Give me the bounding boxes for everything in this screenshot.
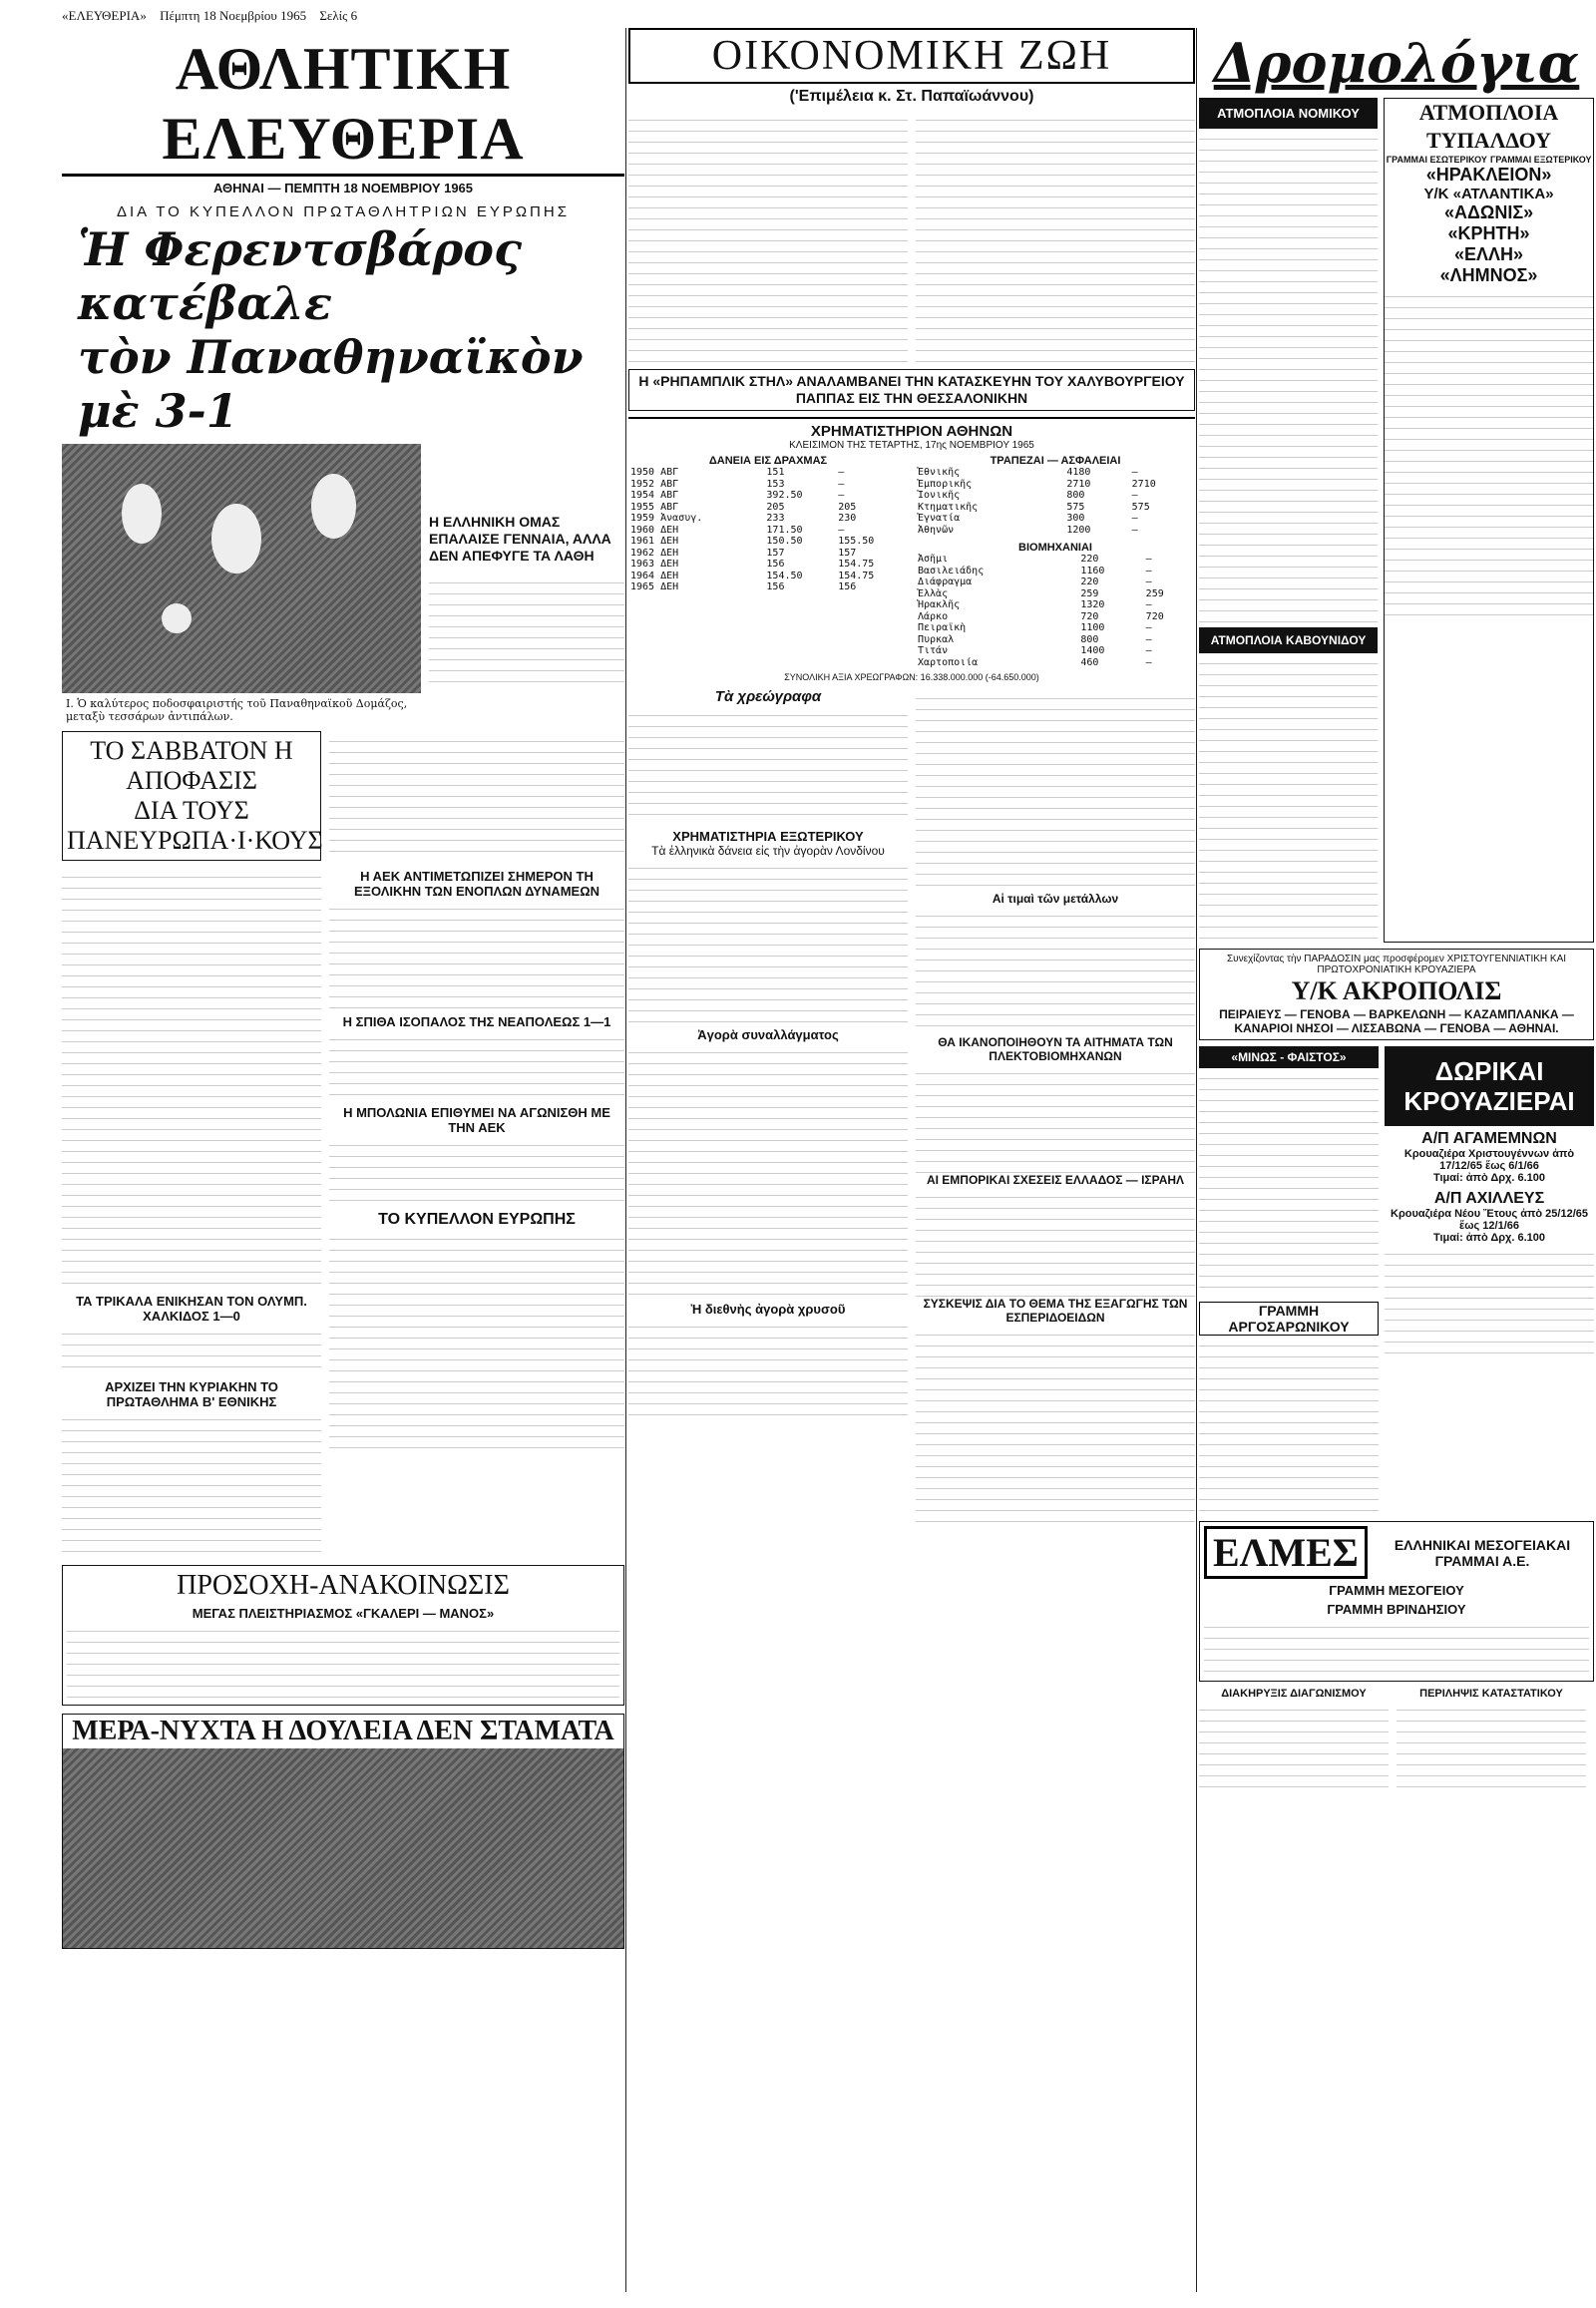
table-cell: 205 [766,501,785,513]
table-cell: Ἐμπορικῆς [918,478,973,490]
schedule-text [1199,1068,1379,1298]
article-text [62,1324,321,1373]
economy-title: ΟΙΚΟΝΟΜΙΚΗ ΖΩΗ [628,28,1195,84]
agamemnon-cruise: Κρουαζιέρα Χριστουγέννων ἀπὸ 17/12/65 ἕως 6/1/66 [1403,1148,1575,1172]
article-text [628,110,908,369]
table-cell: 150.50 [766,536,803,547]
table-row [628,479,908,491]
table-row [628,581,908,593]
table-cell: 1952 ΑΒΓ [630,478,679,490]
article-text [916,110,1195,369]
industries-table [916,554,1195,668]
table-cell: 1961 ΔΕΗ [630,536,679,547]
table-row [628,548,908,560]
table-cell: 220 [1080,554,1099,565]
table-cell: 157 [838,547,857,559]
foreign-bourse-headline: ΧΡΗΜΑΤΙΣΤΗΡΙΑ ΕΞΩΤΕΡΙΚΟΥ [672,829,864,844]
table-cell: Χαρτοποιία [918,656,979,668]
table-cell: 151 [766,467,785,478]
table-cell: 1160 [1080,565,1105,577]
table-row [916,588,1195,600]
table-cell: Κτηματικῆς [918,501,979,513]
table-cell: Βασιλειάδης [918,565,985,577]
ship-adonis: «ΑΔΩΝΙΣ» [1443,202,1534,222]
table-cell: — [838,524,845,536]
article-text [62,1409,321,1559]
article-text [329,899,624,1008]
article-text [628,1042,908,1302]
elmes-logo: ΕΛΜΕΣ [1204,1526,1368,1579]
minos-faistos: «ΜΙΝΩΣ - ΦΑΙΣΤΟΣ» [1199,1046,1379,1068]
table-cell: — [1131,490,1138,501]
akropolis-route: ΠΕΙΡΑΙΕΥΣ — ΓΕΝΟΒΑ — ΒΑΡΚΕΛΩΝΗ — ΚΑΖΑΜΠΛΑΝΚΑ — ΚΑΝΑΡΙΟΙ ΝΗΣΟΙ — ΛΙΣΣΑΒΩΝΑ — ΓΕΝΟΒΑ — ΑΘΗΝΑΙ. [1219,1007,1574,1035]
table-cell: 2710 [1066,478,1091,490]
table-cell: Ἰονικῆς [918,490,961,501]
table-cell: Ἀσῆμι [918,554,949,565]
article-text [329,1029,624,1099]
table-cell: — [1145,645,1152,656]
attention-headline: ΠΡΟΣΟΧΗ-ΑΝΑΚΟΙΝΩΣΙΣ [177,1570,510,1601]
table-cell: 800 [1080,633,1099,645]
elmes-sub: ΕΛΛΗΝΙΚΑΙ ΜΕΣΟΓΕΙΑΚΑΙ ΓΡΑΜΜΑΙ Α.Ε. [1394,1536,1571,1569]
photo-caption: Ι. Ὁ καλύτερος ποδοσφαιριστής τοῦ Παναθηναϊκοῦ Δομάζος, μεταξὺ τεσσάρων ἀντιπάλων. [66,697,408,723]
table-cell: 171.50 [766,524,803,536]
argosaroniku: ΓΡΑΜΜΗ ΑΡΓΟΣΑΡΩΝΙΚΟΥ [1199,1302,1379,1336]
table-cell: 1200 [1066,524,1091,536]
table-cell: Τιτάν [918,645,949,656]
table-row [628,490,908,502]
akropolis-intro: Συνεχίζοντας τὴν ΠΑΡΑΔΟΣΙΝ μας προσφέρομεν ΧΡΙΣΤΟΥΓΕΝΝΙΑΤΙΚΗ ΚΑΙ ΠΡΩΤΟΧΡΟΝΙΑΤΙΚΗ ΚΡΟΥΑΖΙΕΡΑ [1226,954,1567,975]
table-cell: 259 [1145,587,1164,599]
table-cell: — [1131,524,1138,536]
article-text [628,705,908,825]
main-headline-2: τὸν Παναθηναϊκὸν μὲ 3-1 [78,330,584,438]
table-row [628,559,908,571]
israel-headline: ΑΙ ΕΜΠΟΡΙΚΑΙ ΣΧΕΣΕΙΣ ΕΛΛΑΔΟΣ — ΙΣΡΑΗΛ [926,1173,1185,1187]
article-text [1396,1700,1586,1789]
doric-cruises: ΔΩΡΙΚΑΙ ΚΡΟΥΑΖΙΕΡΑΙ [1385,1046,1594,1126]
tender-headline: ΔΙΑΚΗΡΥΞΙΣ ΔΙΑΓΩΝΙΣΜΟΥ [1221,1688,1367,1700]
table-cell: Διάφραγμα [918,577,973,587]
ship-kriti: «ΚΡΗΤΗ» [1447,223,1530,243]
saturday-headline-2: ΔΙΑ ΤΟΥΣ ΠΑΝΕΥΡΩΠΑ·Ι·ΚΟΥΣ [67,796,323,855]
akropolis-title: Υ/Κ ΑΚΡΟΠΟΛΙΣ [1291,976,1502,1005]
table-cell: — [1145,633,1152,645]
factory-photo [63,1748,623,1948]
table-cell: 155.50 [838,536,875,547]
table-cell: 1964 ΔΕΗ [630,570,679,581]
table-cell: 1320 [1080,599,1105,610]
table-cell: 205 [838,501,857,513]
main-headline-1: Ἡ Φερεντσβάρος κατέβαλε [78,222,522,330]
table-row [916,577,1195,588]
ship-elli: «ΕΛΛΗ» [1454,244,1524,264]
table-cell: — [1145,599,1152,610]
article-text [329,731,624,861]
schedule-text [1204,1617,1589,1677]
table-cell: — [838,467,845,478]
table-cell: 156 [766,559,785,570]
b-ethniki-headline: ΑΡΧΙΖΕΙ ΤΗΝ ΚΥΡΙΑΚΗΝ ΤΟ ΠΡΩΤΑΘΛΗΜΑ Β' ΕΘΝΙΚΗΣ [105,1379,278,1409]
table-cell: 233 [766,513,785,524]
schedule-text [1199,1336,1379,1515]
table-cell: 230 [838,513,857,524]
table-cell: Ἀθηνῶν [918,524,955,536]
neapolis-headline: Η ΣΠΙΘΑ ΙΣΟΠΑΛΟΣ ΤΗΣ ΝΕΑΠΟΛΕΩΣ 1—1 [342,1014,611,1029]
xreografa-headline: Τὰ χρεώγραφα [714,688,822,705]
table-cell: — [1145,565,1152,577]
table-cell: — [838,478,845,490]
table-cell: 1965 ΔΕΗ [630,581,679,592]
economy-section [628,28,1195,2292]
table-cell: 4180 [1066,467,1091,478]
banks-table [916,467,1195,536]
saturday-headline-1: ΤΟ ΣΑΒΒΑΤΟΝ Η ΑΠΟΦΑΣΙΣ [90,736,293,795]
article-text [916,1325,1195,1524]
table-cell: 154.50 [766,570,803,581]
gold-market-headline: Ἡ διεθνὴς ἀγορὰ χρυσοῦ [690,1302,846,1317]
table-row [628,571,908,582]
table-cell: 259 [1080,587,1099,599]
brindisi-line: ΓΡΑΜΜΗ ΒΡΙΝΔΗΣΙΟΥ [1327,1602,1466,1617]
column-divider [1196,28,1197,2292]
article-text [62,867,321,1286]
table-row [628,525,908,537]
table-row [916,657,1195,669]
schedule-text [1199,129,1378,627]
paper-name: «ΕΛΕΥΘΕΡΙΑ» [62,8,147,23]
table-cell: — [1145,656,1152,668]
sports-section [62,28,624,2292]
table-row [916,467,1195,479]
ship-hrakleion: «ΗΡΑΚΛΕΙΟΝ» [1425,165,1552,185]
table-cell: — [1145,622,1152,633]
table-row [916,599,1195,611]
table-row [916,525,1195,537]
article-text [628,858,908,1027]
table-row [916,611,1195,623]
article-text [628,1317,908,1416]
football-photo [62,444,421,693]
metals-headline: Αἱ τιμαὶ τῶν μετάλλων [992,892,1119,906]
table-row [916,622,1195,634]
masthead [62,8,620,30]
table-cell: 392.50 [766,490,803,501]
bologna-headline: Η ΜΠΟΛΩΝΙΑ ΕΠΙΘΥΜΕΙ ΝΑ ΑΓΩΝΙΣΘΗ ΜΕ ΤΗΝ ΑΕΚ [343,1105,610,1135]
table-cell: 2710 [1131,478,1156,490]
table-row [628,502,908,514]
table-row [628,513,908,525]
table-cell: Ἐγνατία [918,513,961,524]
article-text [329,1135,624,1205]
table-cell: 300 [1066,513,1085,524]
table-row [916,634,1195,646]
table-row [628,536,908,548]
table-cell: — [1145,577,1152,587]
table-cell: 1960 ΔΕΗ [630,524,679,536]
trikala-headline: ΤΑ ΤΡΙΚΑΛΑ ΕΝΙΚΗΣΑΝ ΤΟΝ ΟΛΥΜΠ. ΧΑΛΚΙΔΟΣ 1—0 [76,1294,307,1324]
table-cell: 157 [766,547,785,559]
article-text [329,1229,624,1448]
internal-lines: ΓΡΑΜΜΑΙ ΕΣΩΤΕΡΙΚΟΥ [1386,155,1487,165]
table-cell: 1963 ΔΕΗ [630,559,679,570]
table-row [916,554,1195,566]
table-row [628,467,908,479]
achilleus-price: Τιμαί: ἀπὸ Δρχ. 6.100 [1432,1232,1546,1244]
kavounidou-logo: ΑΤΜΟΠΛΟΙΑ ΚΑΒΟΥΝΙΔΟΥ [1199,627,1378,653]
table-cell: 153 [766,478,785,490]
table-cell: — [1145,554,1152,565]
bourse-title: ΧΡΗΜΑΤΙΣΤΗΡΙΟΝ ΑΘΗΝΩΝ [628,417,1195,440]
cup-line: ΔΙΑ ΤΟ ΚΥΠΕΛΛΟΝ ΠΡΩΤΑΘΛΗΤΡΙΩΝ ΕΥΡΩΠΗΣ [117,203,570,220]
knitwear-headline: ΘΑ ΙΚΑΝΟΠΟΙΗΘΟΥΝ ΤΑ ΑΙΤΗΜΑΤΑ ΤΩΝ ΠΛΕΚΤΟΒΙΟΜΗΧΑΝΩΝ [938,1035,1173,1063]
article-text [916,688,1195,888]
table-cell: — [1131,513,1138,524]
mera-nyxta-headline: ΜΕΡΑ-ΝΥΧΤΑ Η ΔΟΥΛΕΙΑ ΔΕΝ ΣΤΑΜΑΤΑ [72,1716,614,1746]
sports-date-line: ΑΘΗΝΑΙ — ΠΕΜΠΤΗ 18 ΝΟΕΜΒΡΙΟΥ 1965 [212,181,474,195]
ship-limnos: «ΛΗΜΝΟΣ» [1439,265,1538,285]
table-cell: Ἡρακλῆς [918,599,961,610]
table-cell: 1959 Ἀνασυγ. [630,513,703,524]
achilleus-cruise: Κρουαζιέρα Νέου Ἔτους ἀπὸ 25/12/65 ἕως 12/1/66 [1391,1208,1588,1232]
table-cell: 220 [1080,577,1099,587]
table-cell: Λάρκο [918,610,949,622]
page-number: Σελίς 6 [319,8,358,23]
table-row [916,566,1195,577]
table-cell: Ἑλλὰς [918,587,949,599]
table-cell: — [838,490,845,501]
article-text [916,1063,1195,1173]
economy-subtitle: ('Επιμέλεια κ. Στ. Παπαϊωάννου) [789,88,1034,105]
table-cell: 1100 [1080,622,1105,633]
table-row [916,490,1195,502]
total-value: ΣΥΝΟΛΙΚΗ ΑΞΙΑ ΧΡΕΩΓΡΑΦΩΝ: 16.338.000.000 (-64.650.000) [784,672,1039,682]
industries-header: ΒΙΟΜΗΧΑΝΙΑΙ [1018,542,1092,554]
table-row [916,645,1195,657]
table-cell: Ἐθνικῆς [918,467,961,478]
issue-date: Πέμπτη 18 Νοεμβρίου 1965 [160,8,307,23]
foreign-bourse-sub: Τὰ ἑλληνικὰ δάνεια εἰς τὴν ἀγορὰν Λονδίνου [651,844,885,858]
article-text [1199,1700,1389,1789]
table-row [916,513,1195,525]
european-cup-headline: ΤΟ ΚΥΠΕΛΛΟΝ ΕΥΡΩΠΗΣ [378,1211,576,1228]
gallery-headline: ΜΕΓΑΣ ΠΛΕΙΣΤΗΡΙΑΣΜΟΣ «ΓΚΑΛΕΡΙ — ΜΑΝΟΣ» [192,1606,495,1621]
table-cell: 575 [1131,501,1150,513]
schedule-text [1199,653,1378,943]
table-cell: 156 [766,581,785,592]
loans-header: ΔΑΝΕΙΑ ΕΙΣ ΔΡΑΧΜΑΣ [708,455,828,467]
table-cell: Πειραϊκὴ [918,622,967,633]
sports-title: ΑΘΛΗΤΙΚΗ ΕΛΕΥΘΕΡΙΑ [62,34,624,177]
routes-title: Δρομολόγια [1213,31,1580,95]
article-text [429,573,624,692]
schedule-text [1385,286,1593,615]
mediterranean-line: ΓΡΑΜΜΗ ΜΕΣΟΓΕΙΟΥ [1329,1583,1464,1598]
table-row [916,502,1195,514]
article-text [67,1621,619,1701]
nomikou-logo: ΑΤΜΟΠΛΟΙΑ ΝΟΜΙΚΟΥ [1199,98,1378,129]
agamemnon-price: Τιμαί: ἀπὸ Δρχ. 6.100 [1432,1172,1546,1184]
table-cell: 156 [838,581,857,592]
table-cell: 1400 [1080,645,1105,656]
table-cell: 720 [1145,610,1164,622]
article-text [916,906,1195,1035]
table-row [916,479,1195,491]
citrus-headline: ΣΥΣΚΕΨΙΣ ΔΙΑ ΤΟ ΘΕΜΑ ΤΗΣ ΕΞΑΓΩΓΗΣ ΤΩΝ ΕΣΠΕΡΙΔΟΕΙΔΩΝ [923,1297,1188,1325]
table-cell: 154.75 [838,559,875,570]
table-cell: 800 [1066,490,1085,501]
achilleus: Α/Π ΑΧΙΛΛΕΥΣ [1433,1190,1545,1207]
republic-steel-headline: Η «ΡΗΠΑΜΠΛΙΚ ΣΤΗΛ» ΑΝΑΛΑΜΒΑΝΕΙ ΤΗΝ ΚΑΤΑΣΚΕΥΗΝ ΤΟΥ ΧΑΛΥΒΟΥΡΓΕΙΟΥ ΠΑΠΠΑΣ ΕΙΣ ΤΗΝ ΘΕΣΣΑΛΟΝΙΚΗΝ [638,373,1185,406]
agamemnon: Α/Π ΑΓΑΜΕΜΝΩΝ [1421,1130,1557,1147]
loans-table [628,467,908,593]
table-cell: 1955 ΑΒΓ [630,501,679,513]
aek-headline: Η ΑΕΚ ΑΝΤΙΜΕΤΩΠΙΖΕΙ ΣΗΜΕΡΟΝ ΤΗ ΕΞΟΛΙΚΗΝ ΤΩΝ ΕΝΟΠΛΩΝ ΔΥΝΑΜΕΩΝ [353,869,600,899]
external-lines: ΓΡΑΜΜΑΙ ΕΞΩΤΕΡΙΚΟΥ [1489,155,1592,165]
typaldou-title: ΑΤΜΟΠΛΟΙΑ ΤΥΠΑΛΔΟΥ [1418,100,1559,153]
schedule-text [1385,1244,1594,1353]
table-cell: 720 [1080,610,1099,622]
column-divider [625,28,626,2292]
statute-headline: ΠΕΡΙΛΗΨΙΣ ΚΑΤΑΣΤΑΤΙΚΟΥ [1419,1688,1563,1700]
table-cell: 460 [1080,656,1099,668]
banks-header: ΤΡΑΠΕΖΑΙ — ΑΣΦΑΛΕΙΑΙ [990,455,1121,467]
table-cell: 1954 ΑΒΓ [630,490,679,501]
table-cell: Πυρκαλ [918,633,955,645]
table-cell: 575 [1066,501,1085,513]
table-cell: 154.75 [838,570,875,581]
ship-atlantika: Υ/Κ «ΑΤΛΑΝΤΙΚΑ» [1423,186,1554,202]
table-cell: 1950 ΑΒΓ [630,467,679,478]
article-text [916,1187,1195,1297]
table-cell: — [1131,467,1138,478]
side-headline: Η ΕΛΛΗΝΙΚΗ ΟΜΑΣ ΕΠΑΛΑΙΣΕ ΓΕΝΝΑΙΑ, ΑΛΛΑ ΔΕΝ ΑΠΕΦΥΓΕ ΤΑ ΛΑΘΗ [429,514,611,564]
shipping-section [1199,28,1594,2292]
currency-market-headline: Ἀγορὰ συναλλάγματος [697,1027,839,1042]
bourse-subtitle: ΚΛΕΙΣΙΜΟΝ ΤΗΣ ΤΕΤΑΡΤΗΣ, 17ης ΝΟΕΜΒΡΙΟΥ 1965 [789,440,1034,451]
table-cell: 1962 ΔΕΗ [630,547,679,559]
